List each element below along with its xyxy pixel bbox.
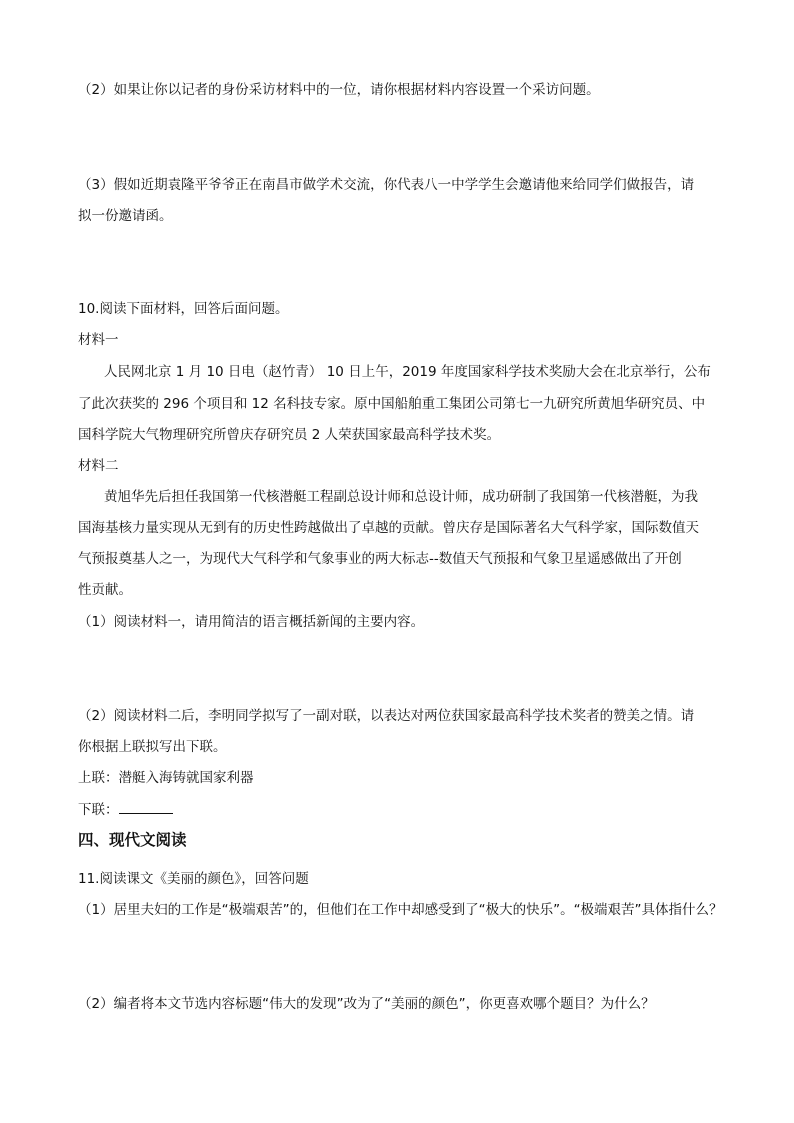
q10-stem: 10.阅读下面材料，回答后面问题。 [78, 301, 289, 317]
q9-part2: （2）如果让你以记者的身份采访材料中的一位，请你根据材料内容设置一个采访问题。 [78, 82, 600, 98]
q10-part1: （1）阅读材料一，请用简洁的语言概括新闻的主要内容。 [78, 614, 425, 630]
material2-line-2: 国海基核力量实现从无到有的历史性跨越做出了卓越的贡献。曾庆存是国际著名大气科学家，国际数值天 [78, 520, 699, 536]
lower-couplet-label: 下联： [78, 802, 119, 818]
section-heading: 四、现代文阅读 [78, 831, 187, 849]
material2-line-3: 气预报奠基人之一，为现代大气科学和气象事业的两大标志--数值天气预报和气象卫星遥感做出了开创 [78, 551, 682, 567]
material2-line-1: 黄旭华先后担任我国第一代核潜艇工程副总设计师和总设计师，成功研制了我国第一代核潜艇，为我 [104, 489, 698, 505]
material2-line-4: 性贡献。 [78, 582, 132, 598]
q11-part1: （1）居里夫妇的工作是“极端艰苦”的，但他们在工作中却感受到了“极大的快乐”。“极端艰苦”具体指什么？ [78, 902, 723, 918]
lower-couplet [78, 799, 173, 820]
material1-line-3: 国科学院大气物理研究所曾庆存研究员 2 人荣获国家最高科学技术奖。 [78, 427, 501, 443]
q10-part2-line1: （2）阅读材料二后，李明同学拟写了一副对联，以表达对两位获国家最高科学技术奖者的赞美之情。请 [78, 708, 695, 724]
q9-part3-line1: （3）假如近期袁隆平爷爷正在南昌市做学术交流，你代表八一中学学生会邀请他来给同学们做报告，请 [78, 177, 695, 193]
q10-part2-line2: 你根据上联拟写出下联。 [78, 739, 227, 755]
material1-line-1: 人民网北京 1 月 10 日电（赵竹青） 10 日上午，2019 年度国家科学技术奖励大会在北京举行，公布 [104, 364, 711, 380]
q9-part3-line2: 拟一份邀请函。 [78, 208, 173, 224]
upper-couplet: 上联：潜艇入海铸就国家利器 [78, 770, 254, 786]
q11-part2: （2）编者将本文节选内容标题“伟大的发现”改为了“美丽的颜色”，你更喜欢哪个题目？为什么？ [78, 996, 655, 1012]
material1-line-2: 了此次获奖的 296 个项目和 12 名科技专家。原中国船舶重工集团公司第七一九研究所黄旭华研究员、中 [78, 396, 706, 412]
q11-stem: 11.阅读课文《美丽的颜色》，回答问题 [78, 871, 309, 887]
answer-blank [119, 799, 173, 814]
material2-title: 材料二 [78, 458, 119, 474]
material1-title: 材料一 [78, 332, 119, 348]
